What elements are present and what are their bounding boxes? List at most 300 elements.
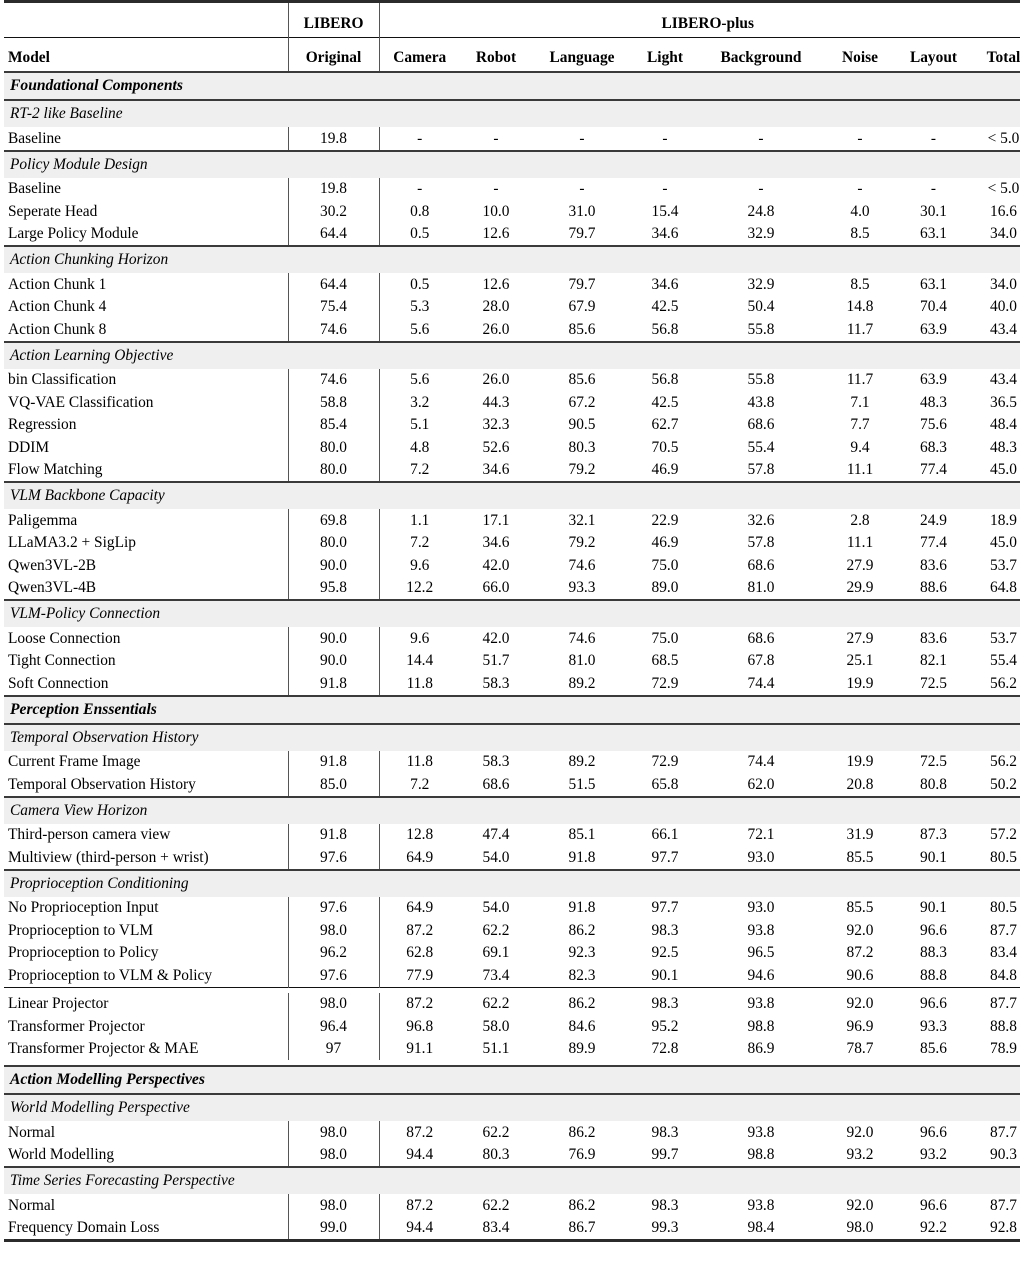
cell-model: Tight Connection	[8, 652, 116, 670]
cell-camera: 11.8	[379, 751, 460, 774]
table-row	[4, 1194, 1020, 1217]
cell-layout: 24.9	[920, 511, 947, 529]
cell-layout: 88.3	[920, 944, 947, 962]
cell-noise: 92.0	[846, 995, 874, 1013]
cell-original: 98.0	[288, 993, 379, 1016]
cell-language: 79.2	[568, 461, 596, 479]
cell-robot: 32.3	[482, 416, 510, 434]
cell-language: 85.6	[568, 371, 596, 389]
cell-original: 95.8	[288, 577, 379, 601]
cell-noise: 19.9	[846, 674, 874, 692]
cell-total: 80.5	[990, 848, 1017, 866]
cell-camera: 5.6	[379, 369, 460, 392]
cell-model: Large Policy Module	[8, 225, 139, 243]
subsection-header	[4, 152, 1020, 178]
cell-camera: 5.1	[379, 414, 460, 437]
table-row	[4, 436, 1020, 459]
cell-background: 24.8	[747, 202, 775, 220]
cell-layout: -	[930, 129, 937, 147]
column-header-noise: Noise	[842, 49, 878, 66]
cell-light: 34.6	[651, 225, 679, 243]
cell-background: 86.9	[747, 1040, 775, 1058]
cell-model: Seperate Head	[8, 202, 98, 220]
cell-language: 91.8	[568, 848, 596, 866]
cell-total: 40.0	[990, 298, 1017, 316]
cell-original: 74.6	[288, 318, 379, 342]
cell-layout: 90.1	[920, 848, 947, 866]
table-row	[4, 672, 1020, 696]
cell-layout: 63.1	[920, 275, 947, 293]
cell-light: 72.8	[651, 1040, 679, 1058]
cell-total: 88.8	[990, 1017, 1017, 1035]
cell-original: 69.8	[288, 509, 379, 532]
cell-camera: 77.9	[379, 964, 460, 987]
cell-model: Transformer Projector	[8, 1017, 145, 1035]
cell-total: 43.4	[990, 371, 1017, 389]
cell-model: Baseline	[8, 129, 61, 147]
cell-background: 98.4	[747, 1219, 775, 1237]
cell-light: 42.5	[651, 298, 679, 316]
cell-total: 78.9	[990, 1040, 1017, 1058]
cell-robot: 68.6	[482, 775, 510, 793]
table-row	[4, 897, 1020, 920]
cell-noise: 2.8	[850, 511, 870, 529]
cell-original: 75.4	[288, 296, 379, 319]
cell-light: 99.3	[651, 1219, 679, 1237]
cell-background: 68.6	[747, 629, 775, 647]
cell-light: 72.9	[651, 753, 679, 771]
cell-background: 96.5	[747, 944, 775, 962]
table-row	[4, 223, 1020, 247]
cell-noise: 87.2	[846, 944, 874, 962]
cell-camera: 94.4	[379, 1217, 460, 1241]
subsection-header	[4, 101, 1020, 127]
cell-camera: 14.4	[379, 650, 460, 673]
cell-light: 56.8	[651, 371, 679, 389]
cell-noise: 25.1	[846, 652, 874, 670]
cell-robot: 51.7	[482, 652, 510, 670]
cell-model: Soft Connection	[8, 674, 109, 692]
cell-camera: 0.5	[379, 223, 460, 247]
cell-robot: 58.3	[482, 674, 510, 692]
cell-noise: 27.9	[846, 556, 874, 574]
table-row	[4, 577, 1020, 601]
cell-language: 85.1	[568, 826, 596, 844]
cell-noise: 93.2	[846, 1146, 874, 1164]
cell-model: LLaMA3.2 + SigLip	[8, 534, 136, 552]
cell-original: 85.4	[288, 414, 379, 437]
cell-total: 92.8	[990, 1219, 1017, 1237]
cell-camera: 0.5	[379, 273, 460, 296]
cell-layout: 87.3	[920, 826, 947, 844]
cell-light: 56.8	[651, 320, 679, 338]
subsection-title: VLM-Policy Connection	[4, 601, 1020, 627]
cell-robot: 69.1	[482, 944, 510, 962]
cell-model: Flow Matching	[8, 461, 103, 479]
cell-noise: 85.5	[846, 848, 874, 866]
subsection-title: Policy Module Design	[4, 152, 1020, 178]
cell-original: 97.6	[288, 846, 379, 870]
table-row	[4, 554, 1020, 577]
cell-model: Normal	[8, 1123, 56, 1141]
cell-model: Frequency Domain Loss	[8, 1219, 160, 1237]
cell-layout: 63.1	[920, 225, 947, 243]
cell-language: 51.5	[568, 775, 596, 793]
table-row	[4, 773, 1020, 797]
cell-robot: 54.0	[482, 848, 510, 866]
cell-background: 57.8	[747, 461, 775, 479]
cell-model: Qwen3VL-4B	[8, 579, 97, 597]
cell-original: 98.0	[288, 919, 379, 942]
section-header	[4, 697, 1020, 724]
table-row	[4, 846, 1020, 870]
cell-total: 87.7	[990, 1123, 1017, 1141]
column-header-robot: Robot	[475, 49, 517, 66]
cell-background: 93.8	[747, 921, 775, 939]
cell-layout: 83.6	[920, 556, 947, 574]
cell-noise: -	[857, 129, 863, 147]
cell-robot: 83.4	[482, 1219, 510, 1237]
cell-original: 90.0	[288, 627, 379, 650]
cell-model: Proprioception to Policy	[8, 944, 159, 962]
cell-original: 64.4	[288, 223, 379, 247]
table-row	[4, 532, 1020, 555]
cell-layout: 93.3	[920, 1017, 947, 1035]
cell-language: 81.0	[568, 652, 596, 670]
cell-model: VQ-VAE Classification	[8, 393, 154, 411]
cell-noise: 78.7	[846, 1040, 874, 1058]
cell-background: 93.8	[747, 1196, 775, 1214]
cell-original: 30.2	[288, 200, 379, 223]
cell-light: 97.7	[651, 899, 679, 917]
cell-model: World Modelling	[8, 1146, 115, 1164]
cell-background: 32.9	[747, 225, 775, 243]
cell-camera: 11.8	[379, 672, 460, 696]
cell-robot: 62.2	[482, 995, 510, 1013]
subsection-title: Temporal Observation History	[4, 725, 1020, 751]
cell-camera: 91.1	[379, 1038, 460, 1061]
cell-language: 82.3	[568, 966, 596, 984]
cell-total: 87.7	[990, 995, 1017, 1013]
cell-camera: 87.2	[379, 993, 460, 1016]
cell-total: 43.4	[990, 320, 1017, 338]
cell-light: 15.4	[651, 202, 679, 220]
cell-total: 53.7	[990, 556, 1017, 574]
cell-light: 99.7	[651, 1146, 679, 1164]
table-row	[4, 1217, 1020, 1241]
cell-robot: 58.3	[482, 753, 510, 771]
cell-robot: -	[493, 129, 499, 147]
cell-language: 89.2	[568, 674, 596, 692]
cell-noise: 11.1	[846, 534, 874, 552]
subsection-header	[4, 798, 1020, 824]
cell-language: 32.1	[568, 511, 596, 529]
cell-light: 97.7	[651, 848, 679, 866]
cell-light: 92.5	[651, 944, 679, 962]
cell-robot: 52.6	[482, 438, 510, 456]
cell-language: 90.5	[568, 416, 596, 434]
cell-camera: 9.6	[379, 627, 460, 650]
cell-layout: 75.6	[920, 416, 947, 434]
cell-robot: 34.6	[482, 461, 510, 479]
cell-language: 76.9	[568, 1146, 596, 1164]
cell-total: 45.0	[990, 534, 1017, 552]
cell-original: 80.0	[288, 532, 379, 555]
table-row	[4, 919, 1020, 942]
subsection-header	[4, 871, 1020, 897]
cell-layout: 30.1	[920, 202, 947, 220]
subsection-header	[4, 247, 1020, 273]
cell-camera: 96.8	[379, 1015, 460, 1038]
cell-light: 46.9	[651, 534, 679, 552]
cell-background: 55.8	[747, 371, 775, 389]
cell-light: 34.6	[651, 275, 679, 293]
cell-total: 87.7	[990, 1196, 1017, 1214]
table-row	[4, 127, 1020, 151]
cell-total: < 5.0	[987, 129, 1020, 147]
table-row	[4, 824, 1020, 847]
column-header-language: Language	[549, 49, 615, 66]
cell-background: 74.4	[747, 674, 775, 692]
cell-language: 67.9	[568, 298, 596, 316]
cell-layout: 72.5	[920, 674, 947, 692]
cell-robot: 26.0	[482, 371, 510, 389]
cell-model: Loose Connection	[8, 629, 121, 647]
cell-background: 68.6	[747, 556, 775, 574]
cell-language: 80.3	[568, 438, 596, 456]
cell-model: Action Chunk 8	[8, 320, 107, 338]
cell-camera: 9.6	[379, 554, 460, 577]
cell-model: No Proprioception Input	[8, 899, 159, 917]
cell-robot: 62.2	[482, 1196, 510, 1214]
cell-total: 50.2	[990, 775, 1017, 793]
cell-original: 90.0	[288, 650, 379, 673]
cell-total: 64.8	[990, 579, 1017, 597]
cell-layout: 90.1	[920, 899, 947, 917]
cell-layout: -	[930, 180, 937, 198]
column-header-total: Total	[986, 49, 1020, 66]
cell-camera: 5.6	[379, 318, 460, 342]
section-title: Action Modelling Perspectives	[4, 1067, 1020, 1094]
cell-language: 86.2	[568, 995, 596, 1013]
section-header	[4, 1067, 1020, 1094]
subsection-header	[4, 483, 1020, 509]
cell-noise: 11.1	[846, 461, 874, 479]
cell-camera: 12.2	[379, 577, 460, 601]
table-row	[4, 273, 1020, 296]
table-row	[4, 1038, 1020, 1061]
cell-noise: 85.5	[846, 899, 874, 917]
table-row	[4, 942, 1020, 965]
cell-model: Baseline	[8, 180, 61, 198]
column-header-original: Original	[288, 38, 379, 72]
cell-original: 97	[288, 1038, 379, 1061]
cell-layout: 80.8	[920, 775, 947, 793]
cell-language: 79.7	[568, 275, 596, 293]
cell-model: bin Classification	[8, 371, 117, 389]
cell-model: Temporal Observation History	[8, 775, 196, 793]
cell-light: 90.1	[651, 966, 679, 984]
cell-robot: 47.4	[482, 826, 510, 844]
cell-light: 65.8	[651, 775, 679, 793]
cell-robot: 42.0	[482, 629, 510, 647]
cell-language: 79.7	[568, 225, 596, 243]
cell-robot: 62.2	[482, 921, 510, 939]
cell-background: 32.6	[747, 511, 775, 529]
cell-noise: 92.0	[846, 1196, 874, 1214]
cell-robot: 80.3	[482, 1146, 510, 1164]
group-header-1: LIBERO	[288, 3, 379, 38]
cell-total: 48.4	[990, 416, 1017, 434]
cell-background: 74.4	[747, 753, 775, 771]
cell-total: 34.0	[990, 275, 1017, 293]
cell-layout: 96.6	[920, 1123, 947, 1141]
cell-light: 95.2	[651, 1017, 679, 1035]
cell-original: 98.0	[288, 1194, 379, 1217]
cell-light: 98.3	[651, 1123, 679, 1141]
cell-layout: 96.6	[920, 1196, 947, 1214]
cell-language: 85.6	[568, 320, 596, 338]
cell-robot: 58.0	[482, 1017, 510, 1035]
cell-language: 91.8	[568, 899, 596, 917]
column-header-row	[4, 38, 1020, 72]
cell-total: 87.7	[990, 921, 1017, 939]
cell-original: 98.0	[288, 1121, 379, 1144]
cell-camera: 7.2	[379, 459, 460, 483]
table-row	[4, 414, 1020, 437]
cell-total: 36.5	[990, 393, 1017, 411]
cell-total: 56.2	[990, 753, 1017, 771]
cell-background: 93.8	[747, 1123, 775, 1141]
subsection-header	[4, 343, 1020, 369]
cell-layout: 93.2	[920, 1146, 947, 1164]
subsection-header	[4, 725, 1020, 751]
subsection-title: Proprioception Conditioning	[4, 871, 1020, 897]
column-header-camera: Camera	[379, 38, 460, 72]
results-table	[4, 0, 1020, 1242]
cell-original: 85.0	[288, 773, 379, 797]
column-header-light: Light	[647, 49, 683, 66]
cell-light: 72.9	[651, 674, 679, 692]
column-header-background: Background	[720, 49, 802, 66]
cell-total: 80.5	[990, 899, 1017, 917]
subsection-title: Time Series Forecasting Perspective	[4, 1168, 1020, 1194]
cell-noise: 7.1	[850, 393, 870, 411]
cell-total: 55.4	[990, 652, 1017, 670]
cell-camera: 64.9	[379, 897, 460, 920]
cell-language: 86.2	[568, 1123, 596, 1141]
cell-model: Action Chunk 1	[8, 275, 107, 293]
cell-original: 91.8	[288, 824, 379, 847]
cell-language: 86.2	[568, 1196, 596, 1214]
cell-robot: 26.0	[482, 320, 510, 338]
cell-background: 68.6	[747, 416, 775, 434]
cell-layout: 92.2	[920, 1219, 947, 1237]
group-header-2: LIBERO-plus	[379, 3, 1020, 38]
cell-language: 84.6	[568, 1017, 596, 1035]
cell-light: 98.3	[651, 921, 679, 939]
cell-noise: 29.9	[846, 579, 874, 597]
cell-background: -	[758, 129, 764, 147]
cell-total: < 5.0	[987, 180, 1020, 198]
cell-model: Proprioception to VLM	[8, 921, 154, 939]
cell-language: 74.6	[568, 556, 596, 574]
cell-layout: 96.6	[920, 995, 947, 1013]
cell-noise: 9.4	[850, 438, 870, 456]
cell-layout: 68.3	[920, 438, 947, 456]
cell-light: 75.0	[651, 556, 679, 574]
cell-original: 98.0	[288, 1144, 379, 1168]
cell-layout: 77.4	[920, 461, 947, 479]
subsection-title: World Modelling Perspective	[4, 1095, 1020, 1121]
cell-noise: 11.7	[846, 371, 874, 389]
cell-layout: 88.6	[920, 579, 947, 597]
cell-language: -	[579, 129, 585, 147]
subsection-header	[4, 1168, 1020, 1194]
cell-background: 93.0	[747, 848, 775, 866]
cell-language: 86.7	[568, 1219, 596, 1237]
section-title: Foundational Components	[4, 73, 1020, 100]
cell-robot: 28.0	[482, 298, 510, 316]
cell-original: 97.6	[288, 897, 379, 920]
cell-background: 55.8	[747, 320, 775, 338]
cell-camera: 7.2	[379, 773, 460, 797]
cell-robot: 44.3	[482, 393, 510, 411]
cell-layout: 88.8	[920, 966, 947, 984]
cell-background: 94.6	[747, 966, 775, 984]
cell-original: 19.8	[288, 178, 379, 201]
cell-noise: 27.9	[846, 629, 874, 647]
cell-total: 83.4	[990, 944, 1017, 962]
group-header-0	[4, 3, 288, 38]
cell-noise: 31.9	[846, 826, 874, 844]
cell-total: 84.8	[990, 966, 1017, 984]
cell-robot: -	[493, 180, 499, 198]
cell-noise: 92.0	[846, 1123, 874, 1141]
cell-camera: 4.8	[379, 436, 460, 459]
cell-robot: 66.0	[482, 579, 510, 597]
table-row	[4, 459, 1020, 483]
subsection-title: Action Learning Objective	[4, 343, 1020, 369]
cell-background: 50.4	[747, 298, 775, 316]
cell-layout: 48.3	[920, 393, 947, 411]
cell-camera: 5.3	[379, 296, 460, 319]
subsection-header	[4, 601, 1020, 627]
cell-background: 72.1	[747, 826, 775, 844]
cell-camera: -	[379, 127, 460, 151]
cell-background: 98.8	[747, 1017, 775, 1035]
table-row	[4, 200, 1020, 223]
cell-original: 58.8	[288, 391, 379, 414]
cell-model: Normal	[8, 1196, 56, 1214]
cell-language: 89.2	[568, 753, 596, 771]
cell-light: 62.7	[651, 416, 679, 434]
cell-original: 19.8	[288, 127, 379, 151]
cell-layout: 96.6	[920, 921, 947, 939]
cell-camera: 94.4	[379, 1144, 460, 1168]
cell-model: Transformer Projector & MAE	[8, 1040, 199, 1058]
cell-robot: 10.0	[482, 202, 510, 220]
cell-background: 93.8	[747, 995, 775, 1013]
cell-noise: 8.5	[850, 225, 870, 243]
cell-noise: 14.8	[846, 298, 874, 316]
cell-noise: -	[857, 180, 863, 198]
cell-language: 89.9	[568, 1040, 596, 1058]
cell-noise: 20.8	[846, 775, 874, 793]
cell-camera: 87.2	[379, 1194, 460, 1217]
cell-background: 67.8	[747, 652, 775, 670]
cell-camera: 0.8	[379, 200, 460, 223]
